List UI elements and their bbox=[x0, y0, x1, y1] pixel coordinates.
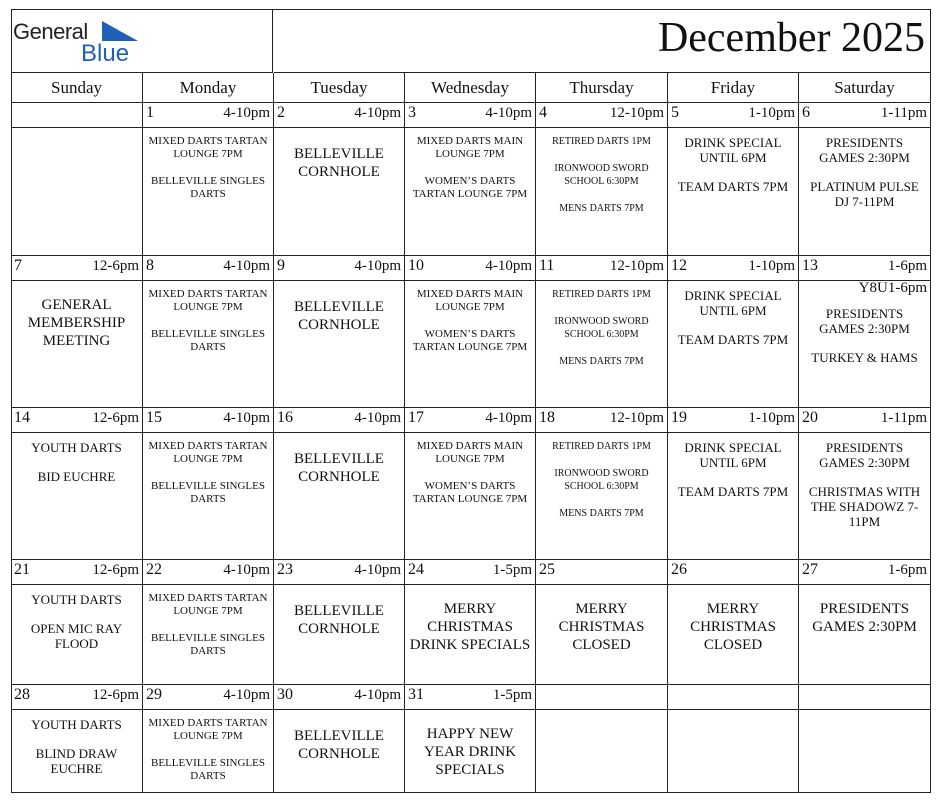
event-text: MIXED DARTS TARTAN LOUNGE 7PM bbox=[148, 717, 268, 742]
day-cell bbox=[11, 685, 143, 793]
day-events bbox=[143, 432, 273, 559]
day-events bbox=[143, 127, 273, 255]
day-events bbox=[143, 709, 273, 792]
event-text: MIXED DARTS TARTAN LOUNGE 7PM bbox=[148, 592, 268, 617]
calendar-title: December 2025 bbox=[274, 9, 931, 73]
day-number: 15 bbox=[146, 409, 162, 426]
day-cell bbox=[536, 408, 668, 560]
day-hours: 1-6pm bbox=[887, 562, 927, 578]
event-text: GENERAL MEMBERSHIP MEETING bbox=[27, 297, 126, 349]
day-number: 4 bbox=[539, 104, 547, 121]
day-number: 22 bbox=[146, 561, 162, 578]
event-text: BELLEVILLE SINGLES DARTS bbox=[151, 480, 265, 505]
day-header bbox=[799, 685, 930, 710]
event-text: BELLEVILLE CORNHOLE bbox=[294, 299, 384, 333]
event-text: MIXED DARTS MAIN LOUNGE 7PM bbox=[416, 288, 524, 313]
day-number: 3 bbox=[408, 104, 416, 121]
event-text: MIXED DARTS TARTAN LOUNGE 7PM bbox=[148, 135, 268, 160]
day-hours: 4-10pm bbox=[354, 687, 401, 703]
day-number: 27 bbox=[802, 561, 818, 578]
day-number: 29 bbox=[146, 686, 162, 703]
day-number: 24 bbox=[408, 561, 424, 578]
day-cell bbox=[799, 560, 931, 685]
day-number: 25 bbox=[539, 561, 555, 578]
day-cell bbox=[668, 685, 799, 793]
day-cell bbox=[405, 256, 536, 408]
day-events bbox=[799, 127, 930, 255]
day-number: 14 bbox=[14, 409, 30, 426]
day-number: 10 bbox=[408, 257, 424, 274]
day-number: 7 bbox=[14, 257, 22, 274]
day-events bbox=[536, 584, 667, 684]
day-cell bbox=[799, 408, 931, 560]
day-hours: 1-10pm bbox=[748, 410, 795, 426]
day-events bbox=[11, 127, 142, 255]
day-hours: 12-6pm bbox=[92, 562, 139, 578]
day-events bbox=[799, 432, 930, 559]
event-text: RETIRED DARTS 1PM bbox=[552, 289, 651, 300]
day-cell bbox=[668, 256, 799, 408]
day-header bbox=[536, 103, 667, 128]
day-hours: 12-6pm bbox=[92, 258, 139, 274]
day-events bbox=[274, 584, 404, 684]
day-cell bbox=[405, 103, 536, 256]
day-hours: 4-10pm bbox=[223, 105, 270, 121]
day-header bbox=[536, 685, 667, 710]
day-cell bbox=[143, 685, 274, 793]
event-text: TEAM DARTS 7PM bbox=[677, 332, 789, 347]
event-text: WOMEN’S DARTS TARTAN LOUNGE 7PM bbox=[412, 175, 528, 200]
day-hours: 4-10pm bbox=[485, 258, 532, 274]
event-text: BID EUCHRE bbox=[37, 469, 116, 484]
day-hours: 4-10pm bbox=[485, 410, 532, 426]
event-text: BLIND DRAW EUCHRE bbox=[35, 746, 118, 776]
day-header bbox=[536, 408, 667, 433]
day-events bbox=[668, 709, 798, 792]
day-header bbox=[11, 103, 142, 128]
event-text: MENS DARTS 7PM bbox=[559, 203, 644, 214]
logo-line1: General bbox=[13, 19, 88, 44]
day-cell bbox=[668, 103, 799, 256]
day-cell bbox=[668, 408, 799, 560]
event-text: DRINK SPECIAL UNTIL 6PM bbox=[684, 288, 782, 318]
day-number: 11 bbox=[539, 257, 555, 274]
day-cell bbox=[274, 256, 405, 408]
event-text: PRESIDENTS GAMES 2:30PM bbox=[819, 135, 910, 165]
event-text: BELLEVILLE CORNHOLE bbox=[294, 146, 384, 180]
day-number: 17 bbox=[408, 409, 424, 426]
day-events bbox=[668, 584, 798, 684]
day-hours: 4-10pm bbox=[223, 410, 270, 426]
day-cell bbox=[668, 560, 799, 685]
day-hours: 1-5pm bbox=[492, 687, 532, 703]
day-header bbox=[274, 103, 404, 128]
day-header bbox=[799, 560, 930, 585]
day-header bbox=[405, 103, 535, 128]
event-text: TURKEY & HAMS bbox=[811, 350, 918, 365]
day-number: 8 bbox=[146, 257, 154, 274]
dow-sunday: Sunday bbox=[11, 73, 143, 103]
day-cell bbox=[274, 103, 405, 256]
day-events bbox=[11, 280, 142, 407]
day-hours: 4-10pm bbox=[354, 105, 401, 121]
event-text: TEAM DARTS 7PM bbox=[677, 484, 789, 499]
event-text: BELLEVILLE CORNHOLE bbox=[294, 603, 384, 637]
day-cell bbox=[143, 560, 274, 685]
day-events bbox=[668, 280, 798, 407]
day-cell bbox=[143, 103, 274, 256]
event-text: DRINK SPECIAL UNTIL 6PM bbox=[684, 440, 782, 470]
day-events bbox=[536, 280, 667, 407]
day-events bbox=[536, 709, 667, 792]
day-header bbox=[274, 560, 404, 585]
day-hours: 4-10pm bbox=[354, 258, 401, 274]
logo bbox=[11, 9, 273, 73]
event-text: IRONWOOD SWORD SCHOOL 6:30PM bbox=[554, 316, 649, 340]
event-text: IRONWOOD SWORD SCHOOL 6:30PM bbox=[554, 468, 649, 492]
day-events bbox=[536, 127, 667, 255]
day-header bbox=[405, 685, 535, 710]
day-number: 5 bbox=[671, 104, 679, 121]
day-events bbox=[405, 584, 535, 684]
day-events bbox=[536, 432, 667, 559]
day-number: 18 bbox=[539, 409, 555, 426]
event-text: MIXED DARTS TARTAN LOUNGE 7PM bbox=[148, 288, 268, 313]
day-number: 12 bbox=[671, 257, 687, 274]
event-text: HAPPY NEW YEAR DRINK SPECIALS bbox=[423, 726, 517, 778]
day-hours: 1-6pm bbox=[887, 258, 927, 274]
day-number: 6 bbox=[802, 104, 810, 121]
day-hours: 12-10pm bbox=[609, 258, 664, 274]
day-events bbox=[405, 127, 535, 255]
day-hours: 4-10pm bbox=[354, 410, 401, 426]
event-text: OPEN MIC RAY FLOOD bbox=[30, 621, 123, 651]
day-events bbox=[11, 584, 142, 684]
day-hours: 4-10pm bbox=[354, 562, 401, 578]
day-hours: 12-6pm bbox=[92, 687, 139, 703]
event-text: TEAM DARTS 7PM bbox=[677, 179, 789, 194]
day-events bbox=[274, 127, 404, 255]
day-hours: 1-10pm bbox=[748, 258, 795, 274]
event-text: BELLEVILLE SINGLES DARTS bbox=[151, 757, 265, 782]
event-text: WOMEN’S DARTS TARTAN LOUNGE 7PM bbox=[412, 480, 528, 505]
day-events bbox=[405, 709, 535, 792]
day-number: 31 bbox=[408, 686, 424, 703]
event-text: MERRY CHRISTMAS CLOSED bbox=[558, 601, 645, 653]
event-text: PLATINUM PULSE DJ 7-11PM bbox=[810, 179, 919, 209]
event-text: RETIRED DARTS 1PM bbox=[552, 136, 651, 147]
day-hours: 4-10pm bbox=[223, 562, 270, 578]
day-header bbox=[668, 560, 798, 585]
day-cell bbox=[274, 685, 405, 793]
day-cell bbox=[536, 103, 668, 256]
day-number: 20 bbox=[802, 409, 818, 426]
day-cell bbox=[11, 103, 143, 256]
dow-tuesday: Tuesday bbox=[274, 73, 405, 103]
day-header bbox=[405, 560, 535, 585]
day-header bbox=[11, 685, 142, 710]
day-header bbox=[143, 685, 273, 710]
day-hours: 4-10pm bbox=[223, 258, 270, 274]
event-text: YOUTH DARTS bbox=[31, 440, 122, 455]
event-text: MIXED DARTS MAIN LOUNGE 7PM bbox=[416, 135, 524, 160]
day-events bbox=[143, 280, 273, 407]
day-number: 30 bbox=[277, 686, 293, 703]
dow-monday: Monday bbox=[143, 73, 274, 103]
day-cell bbox=[143, 408, 274, 560]
day-events bbox=[11, 709, 142, 792]
day-events bbox=[668, 127, 798, 255]
day-events bbox=[799, 280, 930, 407]
day-hours: 1-10pm bbox=[748, 105, 795, 121]
event-text: MENS DARTS 7PM bbox=[559, 508, 644, 519]
day-number: 13 bbox=[802, 257, 818, 274]
day-events bbox=[799, 584, 930, 684]
event-text: MENS DARTS 7PM bbox=[559, 356, 644, 367]
day-events bbox=[11, 432, 142, 559]
day-header bbox=[11, 408, 142, 433]
event-text: MERRY CHRISTMAS DRINK SPECIALS bbox=[409, 601, 531, 653]
day-cell bbox=[274, 560, 405, 685]
day-cell bbox=[799, 103, 931, 256]
event-text: RETIRED DARTS 1PM bbox=[552, 441, 651, 452]
day-header bbox=[405, 408, 535, 433]
day-header bbox=[668, 103, 798, 128]
day-cell bbox=[405, 560, 536, 685]
day-header bbox=[536, 256, 667, 281]
day-cell bbox=[11, 408, 143, 560]
event-text: BELLEVILLE SINGLES DARTS bbox=[151, 175, 265, 200]
day-extra-hours: Y8U1-6pm bbox=[858, 280, 927, 296]
day-events bbox=[274, 709, 404, 792]
day-hours: 4-10pm bbox=[223, 687, 270, 703]
day-header bbox=[668, 256, 798, 281]
day-header bbox=[668, 685, 798, 710]
event-text: YOUTH DARTS bbox=[31, 717, 122, 732]
day-hours: 4-10pm bbox=[485, 105, 532, 121]
event-text: BELLEVILLE SINGLES DARTS bbox=[151, 632, 265, 657]
day-cell bbox=[143, 256, 274, 408]
logo-line2: Blue bbox=[81, 40, 130, 67]
day-cell bbox=[11, 560, 143, 685]
dow-friday: Friday bbox=[668, 73, 799, 103]
day-header bbox=[143, 256, 273, 281]
event-text: MIXED DARTS TARTAN LOUNGE 7PM bbox=[148, 440, 268, 465]
day-events bbox=[799, 709, 930, 792]
day-events bbox=[274, 432, 404, 559]
day-cell bbox=[799, 256, 931, 408]
event-text: PRESIDENTS GAMES 2:30PM bbox=[812, 601, 917, 635]
event-text: MIXED DARTS MAIN LOUNGE 7PM bbox=[416, 440, 524, 465]
dow-wednesday: Wednesday bbox=[405, 73, 536, 103]
day-number: 16 bbox=[277, 409, 293, 426]
day-events bbox=[274, 280, 404, 407]
event-text: CHRISTMAS WITH THE SHADOWZ 7-11PM bbox=[808, 484, 921, 529]
dow-thursday: Thursday bbox=[536, 73, 668, 103]
day-number: 9 bbox=[277, 257, 285, 274]
day-number: 28 bbox=[14, 686, 30, 703]
day-header bbox=[799, 408, 930, 433]
day-number: 23 bbox=[277, 561, 293, 578]
day-cell bbox=[11, 256, 143, 408]
day-cell bbox=[536, 560, 668, 685]
day-header bbox=[274, 256, 404, 281]
event-text: BELLEVILLE CORNHOLE bbox=[294, 728, 384, 762]
day-header bbox=[11, 560, 142, 585]
event-text: DRINK SPECIAL UNTIL 6PM bbox=[684, 135, 782, 165]
event-text: MERRY CHRISTMAS CLOSED bbox=[690, 601, 776, 653]
event-text: WOMEN’S DARTS TARTAN LOUNGE 7PM bbox=[412, 328, 528, 353]
day-header bbox=[143, 408, 273, 433]
day-hours: 12-6pm bbox=[92, 410, 139, 426]
event-text: YOUTH DARTS bbox=[31, 592, 122, 607]
day-number: 21 bbox=[14, 561, 30, 578]
day-header bbox=[536, 560, 667, 585]
day-header bbox=[274, 685, 404, 710]
day-number: 2 bbox=[277, 104, 285, 121]
day-events bbox=[143, 584, 273, 684]
day-header bbox=[143, 560, 273, 585]
day-header bbox=[143, 103, 273, 128]
day-header bbox=[799, 256, 930, 281]
day-cell bbox=[536, 685, 668, 793]
day-events bbox=[405, 432, 535, 559]
day-hours: 1-11pm bbox=[880, 105, 927, 121]
day-events bbox=[405, 280, 535, 407]
day-number: 26 bbox=[671, 561, 687, 578]
day-cell bbox=[274, 408, 405, 560]
day-header bbox=[11, 256, 142, 281]
day-header bbox=[668, 408, 798, 433]
day-header bbox=[799, 103, 930, 128]
day-events bbox=[668, 432, 798, 559]
event-text: IRONWOOD SWORD SCHOOL 6:30PM bbox=[554, 163, 649, 187]
event-text: PRESIDENTS GAMES 2:30PM bbox=[819, 306, 910, 336]
dow-saturday: Saturday bbox=[799, 73, 931, 103]
day-header bbox=[405, 256, 535, 281]
day-number: 19 bbox=[671, 409, 687, 426]
day-hours: 1-11pm bbox=[880, 410, 927, 426]
day-hours: 1-5pm bbox=[492, 562, 532, 578]
day-hours: 12-10pm bbox=[609, 105, 664, 121]
day-cell bbox=[405, 685, 536, 793]
event-text: PRESIDENTS GAMES 2:30PM bbox=[819, 440, 910, 470]
day-hours: 12-10pm bbox=[609, 410, 664, 426]
day-cell bbox=[405, 408, 536, 560]
day-cell bbox=[536, 256, 668, 408]
day-number: 1 bbox=[146, 104, 154, 121]
event-text: BELLEVILLE SINGLES DARTS bbox=[151, 328, 265, 353]
day-cell bbox=[799, 685, 931, 793]
day-header bbox=[274, 408, 404, 433]
event-text: BELLEVILLE CORNHOLE bbox=[294, 451, 384, 485]
